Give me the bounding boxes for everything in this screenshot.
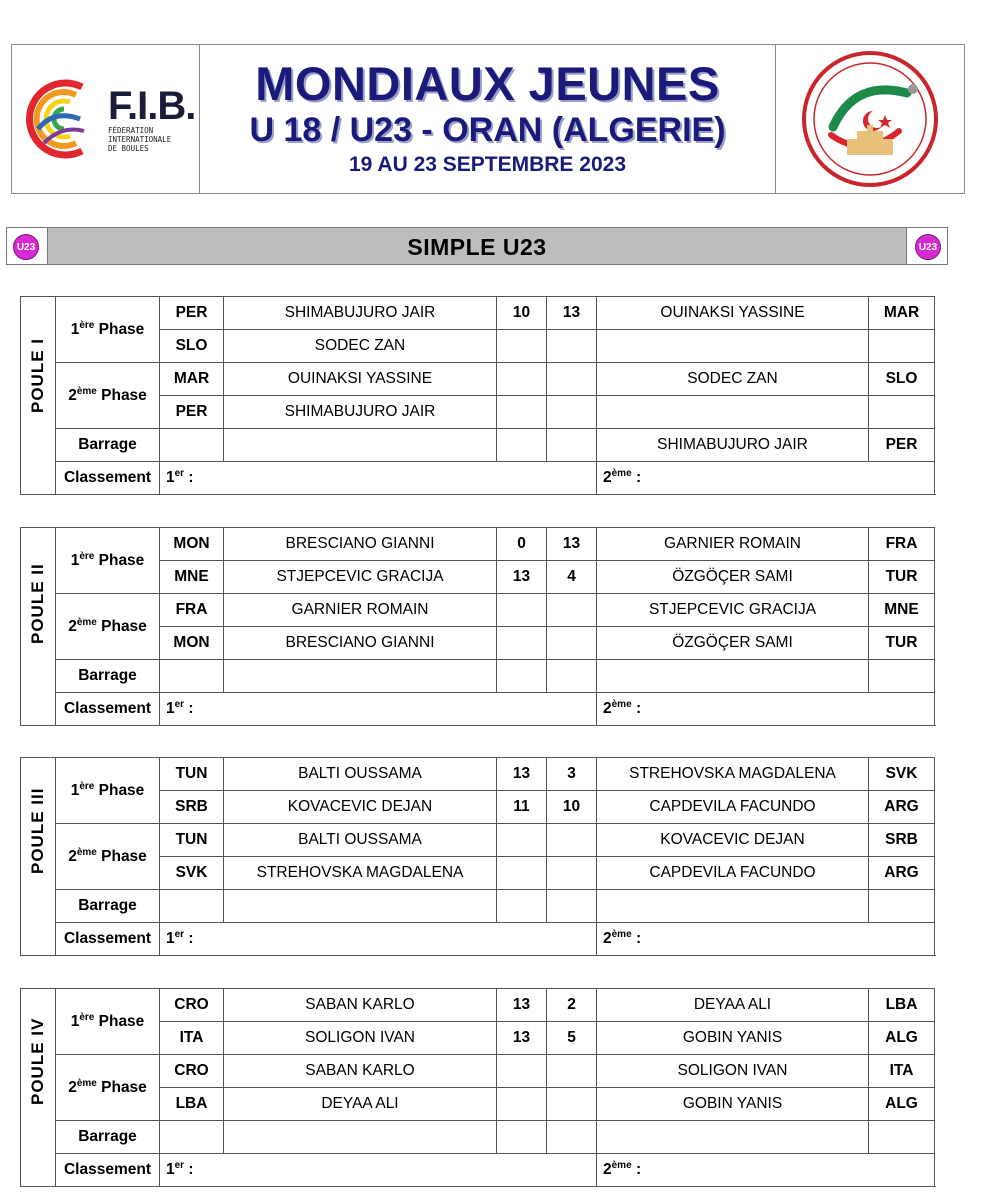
left-score [497, 890, 547, 923]
left-country-code: MON [160, 627, 224, 660]
right-country-code: ALG [869, 1022, 935, 1055]
right-player-name: SHIMABUJURO JAIR [597, 429, 869, 462]
right-country-code: ITA [869, 1055, 935, 1088]
classement-label: Classement [56, 693, 160, 726]
left-score: 13 [497, 561, 547, 594]
phase-1-label: 1ère Phase [56, 989, 160, 1055]
section-title: SIMPLE U23 [407, 234, 547, 260]
barrage-label: Barrage [56, 890, 160, 923]
right-country-code [869, 890, 935, 923]
right-score: 4 [547, 561, 597, 594]
left-score: 0 [497, 528, 547, 561]
left-country-code: SRB [160, 791, 224, 824]
classement-first: 1er : [160, 923, 597, 956]
left-country-code: PER [160, 297, 224, 330]
left-score [497, 330, 547, 363]
left-player-name: SODEC ZAN [224, 330, 497, 363]
right-score [547, 890, 597, 923]
left-score [497, 363, 547, 396]
table-row [21, 528, 935, 561]
right-country-code: ARG [869, 791, 935, 824]
right-country-code: ALG [869, 1088, 935, 1121]
left-country-code: TUN [160, 758, 224, 791]
left-score [497, 1121, 547, 1154]
phase-2-label: 2ème Phase [56, 1055, 160, 1121]
classement-first: 1er : [160, 693, 597, 726]
left-player-name: BALTI OUSSAMA [224, 824, 497, 857]
pool-label: POULE IV [21, 989, 56, 1187]
right-player-name [597, 660, 869, 693]
table-row [21, 824, 935, 857]
left-country-code: MAR [160, 363, 224, 396]
fib-logo-line: INTERNATIONALE [108, 134, 172, 144]
right-score [547, 363, 597, 396]
left-country-code: PER [160, 396, 224, 429]
right-player-name: DEYAA ALI [597, 989, 869, 1022]
section-title-bar [6, 227, 948, 265]
right-score: 10 [547, 791, 597, 824]
right-player-name: GOBIN YANIS [597, 1088, 869, 1121]
right-player-name: OUINAKSI YASSINE [597, 297, 869, 330]
left-country-code [160, 890, 224, 923]
left-score [497, 396, 547, 429]
pool-table [20, 988, 934, 1187]
left-player-name [224, 660, 497, 693]
oran-emblem-icon [795, 49, 945, 189]
left-player-name [224, 429, 497, 462]
left-score [497, 1088, 547, 1121]
left-score: 13 [497, 1022, 547, 1055]
phase-1-label: 1ère Phase [56, 528, 160, 594]
right-player-name: SOLIGON IVAN [597, 1055, 869, 1088]
right-country-code: TUR [869, 627, 935, 660]
left-country-code: SLO [160, 330, 224, 363]
left-score: 10 [497, 297, 547, 330]
event-title-block [200, 45, 775, 193]
right-player-name [597, 330, 869, 363]
table-row [21, 660, 935, 693]
left-country-code: MNE [160, 561, 224, 594]
classement-second: 2ème : [597, 462, 935, 495]
left-player-name: SOLIGON IVAN [224, 1022, 497, 1055]
right-player-name [597, 396, 869, 429]
u23-badge-right-icon: U23 [915, 234, 941, 260]
right-player-name: ÖZGÖÇER SAMI [597, 561, 869, 594]
u23-badge-left-icon: U23 [13, 234, 39, 260]
classement-row [21, 462, 935, 495]
right-country-code: TUR [869, 561, 935, 594]
left-player-name: GARNIER ROMAIN [224, 594, 497, 627]
right-score [547, 824, 597, 857]
right-player-name: GARNIER ROMAIN [597, 528, 869, 561]
right-score [547, 396, 597, 429]
left-score [497, 627, 547, 660]
right-country-code: SVK [869, 758, 935, 791]
right-country-code [869, 330, 935, 363]
left-player-name: BRESCIANO GIANNI [224, 627, 497, 660]
table-row [21, 363, 935, 396]
left-country-code: FRA [160, 594, 224, 627]
classement-second: 2ème : [597, 1154, 935, 1187]
right-country-code: LBA [869, 989, 935, 1022]
classement-label: Classement [56, 1154, 160, 1187]
event-header [11, 44, 965, 194]
classement-row [21, 1154, 935, 1187]
right-player-name: CAPDEVILA FACUNDO [597, 791, 869, 824]
right-player-name: KOVACEVIC DEJAN [597, 824, 869, 857]
table-row [21, 1055, 935, 1088]
classement-first: 1er : [160, 1154, 597, 1187]
table-row [21, 297, 935, 330]
left-score: 13 [497, 758, 547, 791]
left-player-name: STJEPCEVIC GRACIJA [224, 561, 497, 594]
right-country-code [869, 396, 935, 429]
left-country-code [160, 660, 224, 693]
right-score [547, 429, 597, 462]
fib-logo-area [12, 45, 200, 193]
right-score [547, 660, 597, 693]
right-player-name: STREHOVSKA MAGDALENA [597, 758, 869, 791]
left-player-name [224, 1121, 497, 1154]
pool-label: POULE III [21, 758, 56, 956]
left-player-name: SABAN KARLO [224, 989, 497, 1022]
right-score: 3 [547, 758, 597, 791]
classement-first: 1er : [160, 462, 597, 495]
classement-label: Classement [56, 923, 160, 956]
left-player-name: SHIMABUJURO JAIR [224, 297, 497, 330]
left-score [497, 660, 547, 693]
left-country-code: LBA [160, 1088, 224, 1121]
right-country-code: SRB [869, 824, 935, 857]
right-score: 13 [547, 297, 597, 330]
barrage-label: Barrage [56, 429, 160, 462]
right-score: 2 [547, 989, 597, 1022]
left-player-name: SHIMABUJURO JAIR [224, 396, 497, 429]
oran-logo-area [775, 45, 964, 193]
right-player-name [597, 1121, 869, 1154]
left-score [497, 429, 547, 462]
left-score [497, 1055, 547, 1088]
classement-row [21, 923, 935, 956]
left-country-code: TUN [160, 824, 224, 857]
left-player-name [224, 890, 497, 923]
right-country-code: ARG [869, 857, 935, 890]
left-country-code: CRO [160, 1055, 224, 1088]
left-country-code [160, 429, 224, 462]
phase-2-label: 2ème Phase [56, 594, 160, 660]
left-player-name: KOVACEVIC DEJAN [224, 791, 497, 824]
event-title: MONDIAUX JEUNES [255, 57, 720, 110]
fib-emblem-icon [24, 69, 102, 169]
right-score [547, 857, 597, 890]
left-country-code: SVK [160, 857, 224, 890]
phase-2-label: 2ème Phase [56, 363, 160, 429]
table-row [21, 989, 935, 1022]
left-score: 11 [497, 791, 547, 824]
right-score [547, 1088, 597, 1121]
classement-second: 2ème : [597, 693, 935, 726]
classement-second: 2ème : [597, 923, 935, 956]
left-player-name: OUINAKSI YASSINE [224, 363, 497, 396]
pool-table [20, 296, 934, 495]
right-player-name: GOBIN YANIS [597, 1022, 869, 1055]
classement-row [21, 693, 935, 726]
pool-table [20, 527, 934, 726]
right-country-code: SLO [869, 363, 935, 396]
right-score [547, 627, 597, 660]
left-score [497, 824, 547, 857]
right-player-name [597, 890, 869, 923]
fib-logo-letters: F.I.B. [108, 83, 196, 128]
left-country-code: MON [160, 528, 224, 561]
pool-label: POULE II [21, 528, 56, 726]
left-score: 13 [497, 989, 547, 1022]
phase-1-label: 1ère Phase [56, 297, 160, 363]
classement-label: Classement [56, 462, 160, 495]
right-score [547, 594, 597, 627]
table-row [21, 890, 935, 923]
event-dates: 19 AU 23 SEPTEMBRE 2023 [348, 153, 626, 176]
right-country-code: MNE [869, 594, 935, 627]
right-score: 13 [547, 528, 597, 561]
table-row [21, 429, 935, 462]
right-country-code: MAR [869, 297, 935, 330]
left-player-name: BALTI OUSSAMA [224, 758, 497, 791]
left-country-code: CRO [160, 989, 224, 1022]
right-country-code: PER [869, 429, 935, 462]
left-country-code [160, 1121, 224, 1154]
barrage-label: Barrage [56, 1121, 160, 1154]
left-player-name: STREHOVSKA MAGDALENA [224, 857, 497, 890]
left-player-name: BRESCIANO GIANNI [224, 528, 497, 561]
left-score [497, 594, 547, 627]
left-country-code: ITA [160, 1022, 224, 1055]
pool-label: POULE I [21, 297, 56, 495]
right-score [547, 1121, 597, 1154]
right-player-name: CAPDEVILA FACUNDO [597, 857, 869, 890]
right-country-code [869, 660, 935, 693]
phase-2-label: 2ème Phase [56, 824, 160, 890]
table-row [21, 594, 935, 627]
right-score [547, 330, 597, 363]
barrage-label: Barrage [56, 660, 160, 693]
left-player-name: DEYAA ALI [224, 1088, 497, 1121]
fib-logo-line: FÉDERATION [108, 125, 154, 135]
left-player-name: SABAN KARLO [224, 1055, 497, 1088]
event-subtitle: U 18 / U23 - ORAN (ALGERIE) [249, 111, 726, 149]
left-score [497, 857, 547, 890]
right-player-name: ÖZGÖÇER SAMI [597, 627, 869, 660]
right-player-name: SODEC ZAN [597, 363, 869, 396]
right-player-name: STJEPCEVIC GRACIJA [597, 594, 869, 627]
table-row [21, 758, 935, 791]
right-country-code: FRA [869, 528, 935, 561]
fib-logo [24, 69, 195, 169]
right-score: 5 [547, 1022, 597, 1055]
fib-logo-line: DE BOULES [108, 143, 149, 153]
right-country-code [869, 1121, 935, 1154]
table-row [21, 1121, 935, 1154]
right-score [547, 1055, 597, 1088]
phase-1-label: 1ère Phase [56, 758, 160, 824]
pool-table [20, 757, 934, 956]
